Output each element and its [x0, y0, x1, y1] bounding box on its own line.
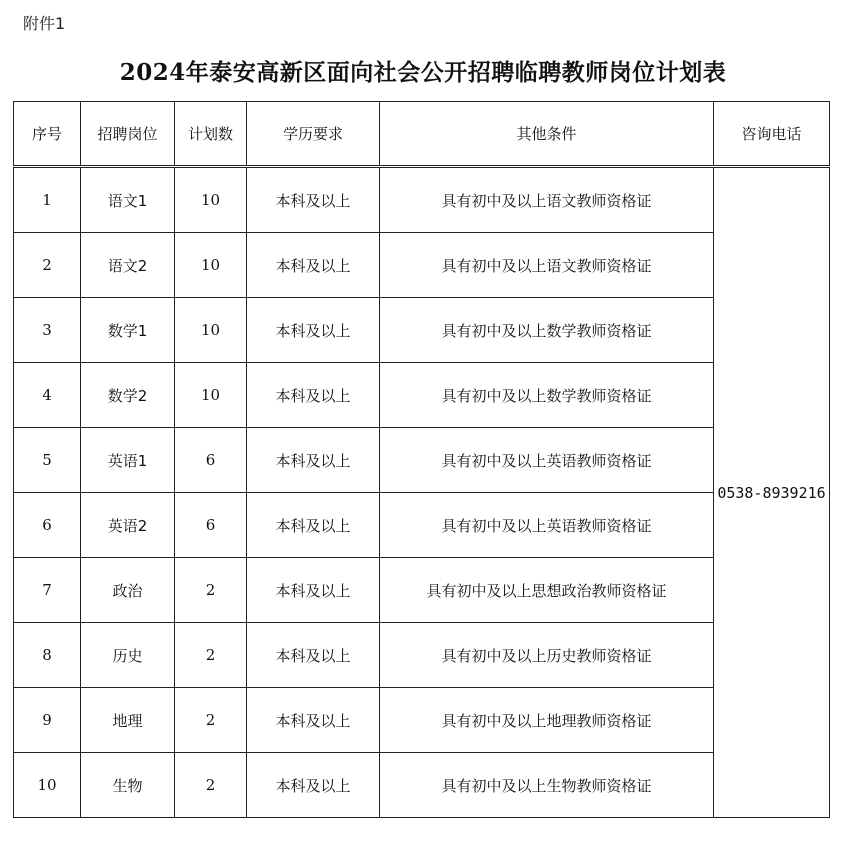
cell-other-conditions: 具有初中及以上历史教师资格证 — [380, 623, 714, 688]
table-row — [14, 493, 830, 558]
cell-serial-number: 5 — [14, 428, 81, 493]
cell-serial-number: 4 — [14, 363, 81, 428]
header-planned-count: 计划数 — [175, 102, 247, 167]
cell-planned-count: 10 — [175, 233, 247, 298]
cell-position: 语文1 — [81, 167, 175, 233]
cell-other-conditions: 具有初中及以上语文教师资格证 — [380, 167, 714, 233]
cell-other-conditions: 具有初中及以上生物教师资格证 — [380, 753, 714, 818]
cell-other-conditions: 具有初中及以上地理教师资格证 — [380, 688, 714, 753]
cell-position: 英语2 — [81, 493, 175, 558]
cell-education: 本科及以上 — [247, 623, 380, 688]
cell-planned-count: 10 — [175, 167, 247, 233]
table-row — [14, 167, 830, 233]
cell-planned-count: 6 — [175, 493, 247, 558]
cell-position: 语文2 — [81, 233, 175, 298]
table-row — [14, 428, 830, 493]
cell-serial-number: 10 — [14, 753, 81, 818]
header-education: 学历要求 — [247, 102, 380, 167]
table-row — [14, 558, 830, 623]
table-header-row — [14, 102, 830, 167]
recruitment-plan-table — [13, 101, 830, 818]
cell-education: 本科及以上 — [247, 233, 380, 298]
cell-other-conditions: 具有初中及以上英语教师资格证 — [380, 493, 714, 558]
header-consult-phone: 咨询电话 — [714, 102, 830, 167]
table-row — [14, 363, 830, 428]
cell-planned-count: 2 — [175, 558, 247, 623]
page-title: 2024年泰安高新区面向社会公开招聘临聘教师岗位计划表 — [119, 59, 727, 86]
cell-position: 英语1 — [81, 428, 175, 493]
cell-planned-count: 2 — [175, 753, 247, 818]
header-position: 招聘岗位 — [81, 102, 175, 167]
cell-position: 历史 — [81, 623, 175, 688]
cell-serial-number: 7 — [14, 558, 81, 623]
table-row — [14, 623, 830, 688]
attachment-label: 附件1 — [23, 14, 66, 33]
table-row — [14, 233, 830, 298]
cell-education: 本科及以上 — [247, 298, 380, 363]
cell-position: 地理 — [81, 688, 175, 753]
cell-position: 数学2 — [81, 363, 175, 428]
cell-other-conditions: 具有初中及以上数学教师资格证 — [380, 363, 714, 428]
cell-other-conditions: 具有初中及以上思想政治教师资格证 — [380, 558, 714, 623]
cell-education: 本科及以上 — [247, 428, 380, 493]
cell-other-conditions: 具有初中及以上英语教师资格证 — [380, 428, 714, 493]
cell-education: 本科及以上 — [247, 688, 380, 753]
header-serial-number: 序号 — [14, 102, 81, 167]
cell-education: 本科及以上 — [247, 167, 380, 233]
cell-planned-count: 6 — [175, 428, 247, 493]
table-row — [14, 298, 830, 363]
cell-planned-count: 2 — [175, 623, 247, 688]
cell-planned-count: 10 — [175, 298, 247, 363]
cell-serial-number: 2 — [14, 233, 81, 298]
cell-education: 本科及以上 — [247, 363, 380, 428]
table-row — [14, 753, 830, 818]
cell-planned-count: 10 — [175, 363, 247, 428]
cell-consult-phone: 0538-8939216 — [714, 167, 830, 818]
cell-position: 生物 — [81, 753, 175, 818]
cell-position: 政治 — [81, 558, 175, 623]
cell-other-conditions: 具有初中及以上语文教师资格证 — [380, 233, 714, 298]
cell-planned-count: 2 — [175, 688, 247, 753]
cell-serial-number: 1 — [14, 167, 81, 233]
header-other-conditions: 其他条件 — [380, 102, 714, 167]
cell-position: 数学1 — [81, 298, 175, 363]
cell-serial-number: 6 — [14, 493, 81, 558]
table-row — [14, 688, 830, 753]
cell-education: 本科及以上 — [247, 753, 380, 818]
cell-serial-number: 9 — [14, 688, 81, 753]
cell-serial-number: 3 — [14, 298, 81, 363]
cell-other-conditions: 具有初中及以上数学教师资格证 — [380, 298, 714, 363]
cell-serial-number: 8 — [14, 623, 81, 688]
cell-education: 本科及以上 — [247, 558, 380, 623]
cell-education: 本科及以上 — [247, 493, 380, 558]
